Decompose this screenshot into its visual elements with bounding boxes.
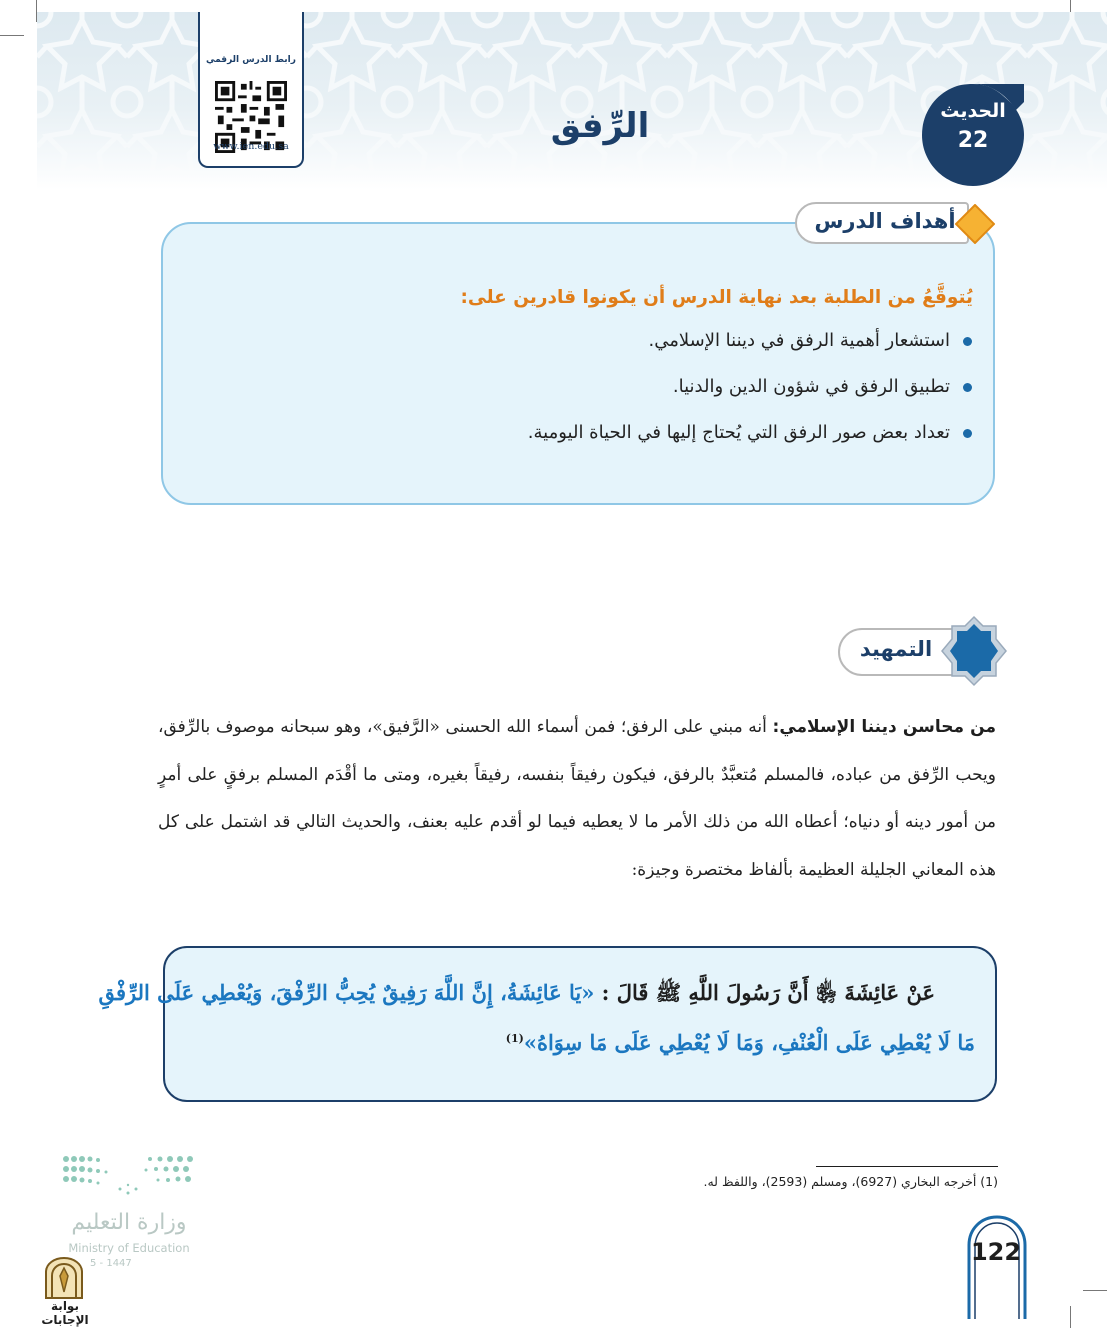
mosque-icon bbox=[42, 1256, 86, 1300]
hadith-badge-label: الحديث bbox=[940, 100, 1006, 122]
objective-item bbox=[528, 422, 972, 468]
objective-text: استشعار أهمية الرفق في ديننا الإسلامي. bbox=[648, 330, 950, 351]
objective-text: تطبيق الرفق في شؤون الدين والدنيا. bbox=[672, 376, 950, 397]
hadith-line-2 bbox=[506, 1030, 975, 1055]
introduction-title: التمهيد bbox=[859, 637, 933, 661]
objective-text: تعداد بعض صور الرفق التي يُحتاج إليها في الحياة اليومية. bbox=[527, 422, 950, 443]
objective-item bbox=[528, 330, 972, 376]
crop-mark bbox=[0, 35, 24, 36]
diamond-icon bbox=[955, 204, 995, 244]
page-title: الرِّفق bbox=[550, 106, 650, 146]
page-number: 122 bbox=[970, 1238, 1022, 1266]
introduction-lead: من محاسن ديننا الإسلامي: bbox=[772, 717, 996, 737]
bullet-icon bbox=[963, 429, 972, 438]
ministry-name-ar: وزارة التعليم bbox=[71, 1210, 187, 1235]
hadith-quote-2: مَا لَا يُعْطِي عَلَى الْعُنْفِ، وَمَا لَا يُعْطِي عَلَى مَا سِوَاهُ» bbox=[523, 1030, 975, 1055]
hadith-narration: عَنْ عَائِشَةَ ﵂ أَنَّ رَسُولَ اللَّهِ ﷺ قَالَ : bbox=[601, 980, 935, 1005]
introduction-paragraph bbox=[158, 704, 996, 894]
hadith-line-1 bbox=[99, 980, 936, 1011]
ministry-name-en: Ministry of Education bbox=[68, 1241, 190, 1255]
hadith-badge-number: 22 bbox=[957, 128, 989, 153]
crop-mark bbox=[1083, 1290, 1107, 1291]
ministry-year: 5 - 1447 bbox=[90, 1258, 132, 1269]
bullet-icon bbox=[963, 383, 972, 392]
qr-label: رابط الدرس الرقمي bbox=[206, 55, 296, 65]
hadith-box bbox=[163, 946, 997, 1102]
page-number-tab bbox=[967, 1215, 1027, 1319]
ministry-logo-icon bbox=[60, 1153, 200, 1203]
bullet-icon bbox=[963, 337, 972, 346]
watermark-text: بوابة الإجابات bbox=[41, 1299, 89, 1327]
footnote: (1) أخرجه البخاري (6927)، ومسلم (2593)، واللفظ له. bbox=[703, 1174, 998, 1189]
introduction-body: أنه مبني على الرفق؛ فمن أسماء الله الحسنى «الرَّفيق»، وهو سبحانه موصوف بالرِّفق، ويحب الرِّفق من عباده، فالمسلم مُتعبَّدٌ بالرفق، فيكون رفيقاً بنفسه، رفيقاً بغيره، ومتى ما أقْدَم المسلم برفقٍ على أمرٍ من أمور دينه أو دنياه؛ أعطاه الله من ذلك الأمر ما لا يعطيه فيما لو أقدم عليه بعنف، والحديث التالي قد اشتمل على كل هذه المعاني الجليلة العظيمة بألفاظ مختصرة وجيزة: bbox=[158, 717, 996, 880]
footnote-marker[interactable]: (1) bbox=[505, 1032, 524, 1045]
objectives-intro: يُتوقَّعُ من الطلبة بعد نهاية الدرس أن يكونوا قادرين على: bbox=[460, 287, 973, 308]
footnote-rule bbox=[816, 1166, 998, 1167]
objectives-title: أهداف الدرس bbox=[814, 209, 956, 233]
qr-url[interactable]: www.ien.edu.sa bbox=[213, 141, 289, 152]
objective-item bbox=[528, 376, 972, 422]
objectives-list bbox=[528, 330, 972, 468]
hadith-quote-1: «يَا عَائِشَةُ، إِنَّ اللَّهَ رَفِيقٌ يُحِبُّ الرِّفْقَ، وَيُعْطِي عَلَى الرِّفْقِ bbox=[98, 980, 595, 1005]
octagram-icon bbox=[940, 615, 1008, 687]
crop-mark bbox=[1070, 1306, 1071, 1328]
